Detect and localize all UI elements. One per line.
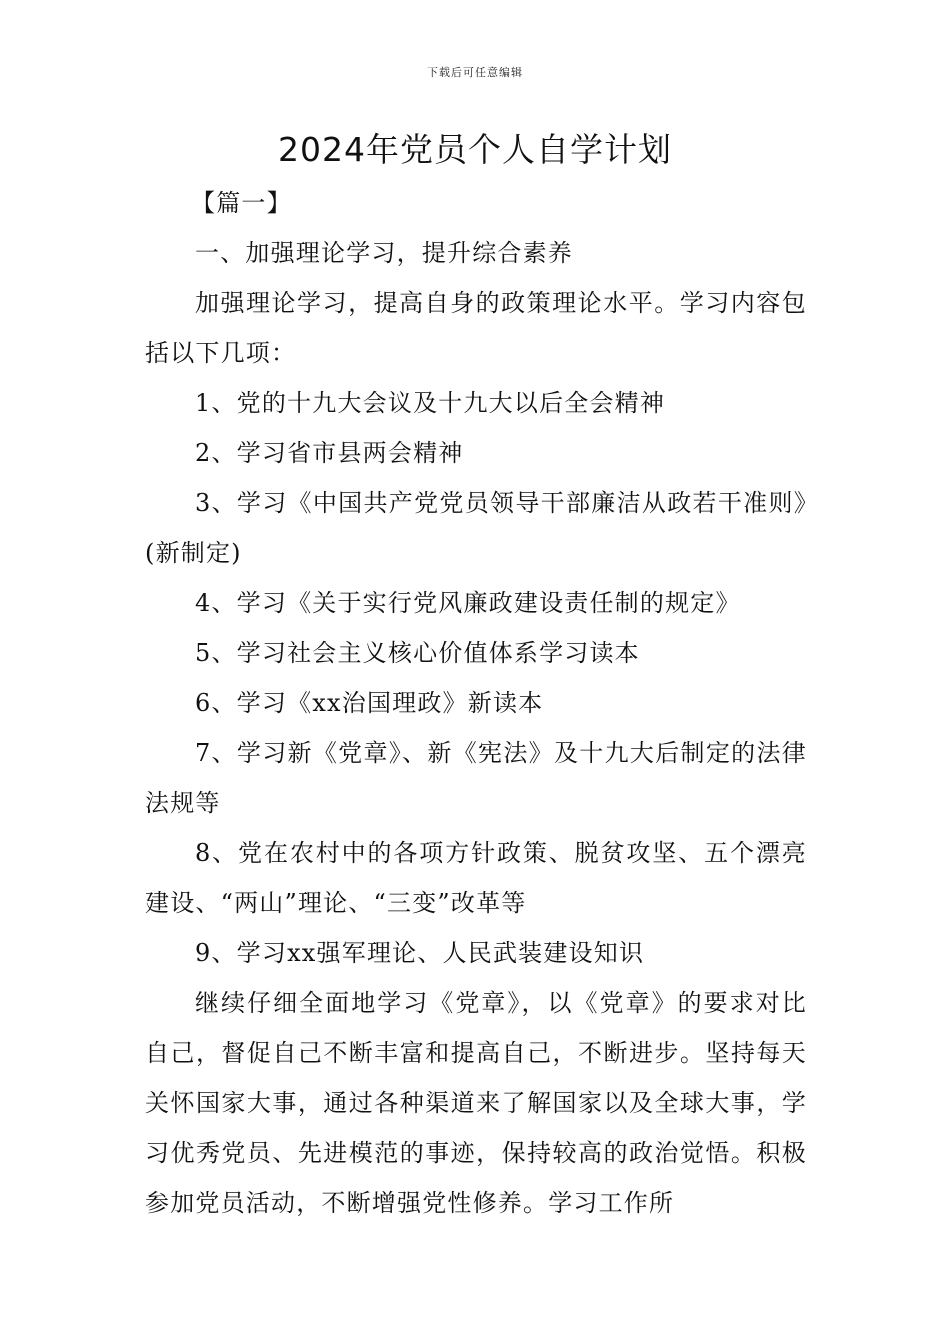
list-item: 7、学习新《党章》、新《宪法》及十九大后制定的法律法规等 [145, 739, 807, 817]
closing-paragraph: 继续仔细全面地学习《党章》，以《党章》的要求对比自己，督促自己不断丰富和提高自己，不断进步。坚持每天关怀国家大事，通过各种渠道来了解国家以及全球大事，学习优秀党员、先进模范的事迹，保持较高的政治觉悟。积极参加党员活动，不断增强党性修养。学习工作所 [145, 989, 807, 1217]
list-item: 5、学习社会主义核心价值体系学习读本 [195, 639, 640, 667]
list-item: 2、学习省市县两会精神 [195, 439, 464, 467]
list-item: 9、学习xx强军理论、人民武装建设知识 [195, 939, 645, 967]
header-note: 下载后可任意编辑 [427, 66, 523, 79]
document-body [145, 178, 807, 1228]
section-label: 【篇一】 [191, 189, 292, 217]
list-item: 6、学习《xx治国理政》新读本 [195, 689, 544, 717]
document-title: 2024年党员个人自学计划 [278, 130, 672, 169]
section-heading: 一、加强理论学习，提升综合素养 [195, 239, 573, 267]
list-item: 3、学习《中国共产党党员领导干部廉洁从政若干准则》(新制定) [145, 489, 807, 567]
list-item: 1、党的十九大会议及十九大以后全会精神 [195, 389, 666, 417]
list-item: 4、学习《关于实行党风廉政建设责任制的规定》 [195, 589, 741, 617]
intro-paragraph: 加强理论学习，提高自身的政策理论水平。学习内容包括以下几项： [145, 289, 807, 367]
list-item: 8、党在农村中的各项方针政策、脱贫攻坚、五个漂亮建设、“两山”理论、“三变”改革等 [145, 839, 807, 917]
